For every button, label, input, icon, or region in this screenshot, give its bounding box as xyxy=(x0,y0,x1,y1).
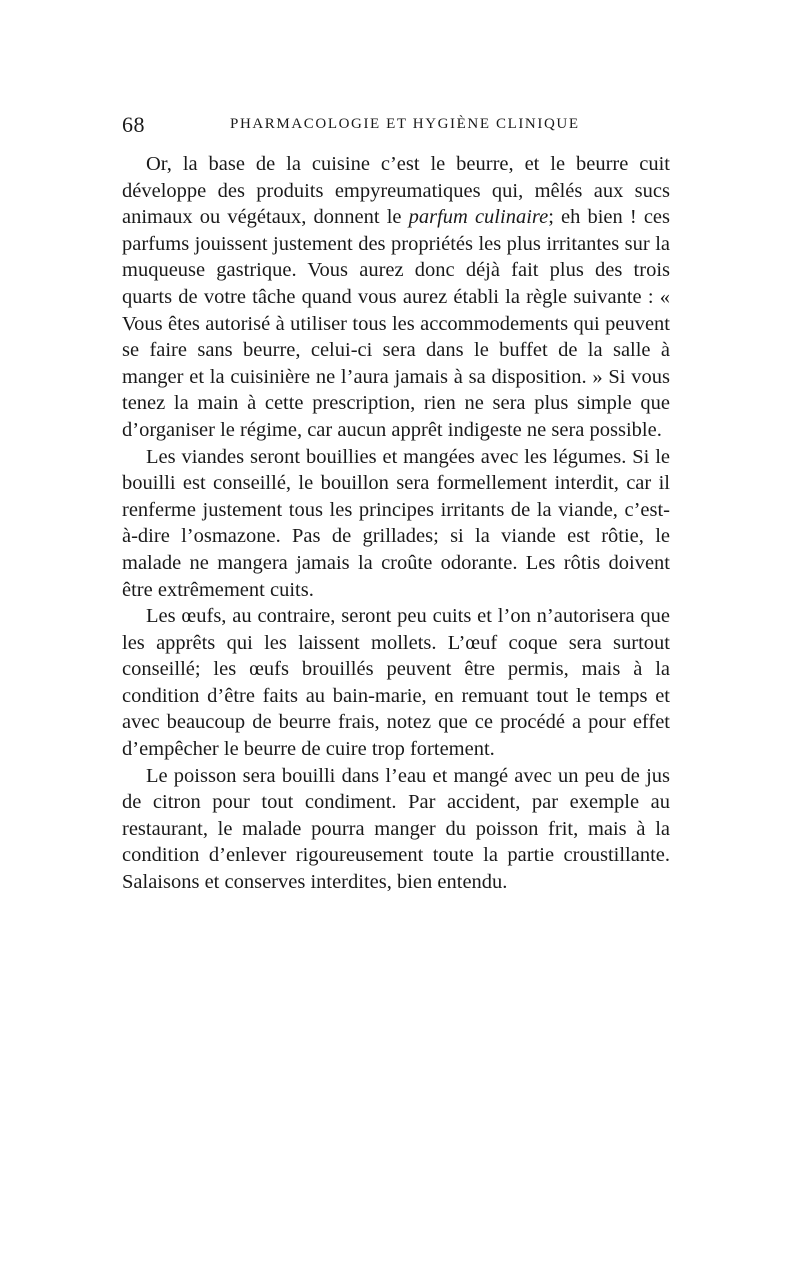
running-title: PHARMACOLOGIE ET HYGIÈNE CLINIQUE xyxy=(230,116,580,132)
running-head xyxy=(122,112,670,140)
paragraph-butter xyxy=(122,151,670,444)
italic-term: parfum culinaire xyxy=(408,206,549,229)
paragraph-meats: Les viandes seront bouillies et mangées avec les légumes. Si le bouilli est conseillé, le bouillon sera formellement interdit, car il renferme justement tous les principes irritants de la viande, c’est-à-dire l’osmazone. Pas de grillades; si la viande est rôtie, le malade ne mangera jamais la croûte odorante. Les rôtis doivent être extrêmement cuits. xyxy=(122,445,670,601)
paragraph-text: ; eh bien ! ces parfums jouissent justement des propriétés les plus irritantes sur la muqueuse gastrique. Vous aurez donc déjà fait plus des trois quarts de votre tâche quand vous aurez établi la règle suivante : « Vous êtes autorisé à utiliser tous les accommodements qui peuvent se faire sans beurre, celui-ci sera dans le buffet de la salle à manger et la cuisinière ne l’aura jamais à sa disposition. » Si vous tenez la main à cette prescription, rien ne sera plus simple que d’organiser le régime, car aucun apprêt indigeste ne sera possible. xyxy=(122,206,670,441)
paragraph-fish: Le poisson sera bouilli dans l’eau et mangé avec un peu de jus de citron pour tout condiment. Par accident, par exemple au restaurant, le malade pourra manger du poisson frit, mais à la condition d’enlever rigoureusement toute la partie croustillante. Salaisons et conserves interdites, bien entendu. xyxy=(122,764,670,894)
page-number: 68 xyxy=(122,112,145,137)
paragraph-text: Or, la base de la cuisine c’est le beurre, et le beurre cuit développe des produits empyreumatiques qui, mêlés aux sucs animaux ou végétaux, donnent le xyxy=(122,153,670,229)
paragraph-eggs: Les œufs, au contraire, seront peu cuits et l’on n’autorisera que les apprêts qui les laissent mollets. L’œuf coque sera surtout conseillé; les œufs brouillés peuvent être permis, mais à la condition d’être faits au bain-marie, en remuant tout le temps et avec beaucoup de beurre frais, notez que ce procédé a pour effet d’empêcher le beurre de cuire trop fortement. xyxy=(122,605,670,761)
body-text xyxy=(122,151,670,896)
